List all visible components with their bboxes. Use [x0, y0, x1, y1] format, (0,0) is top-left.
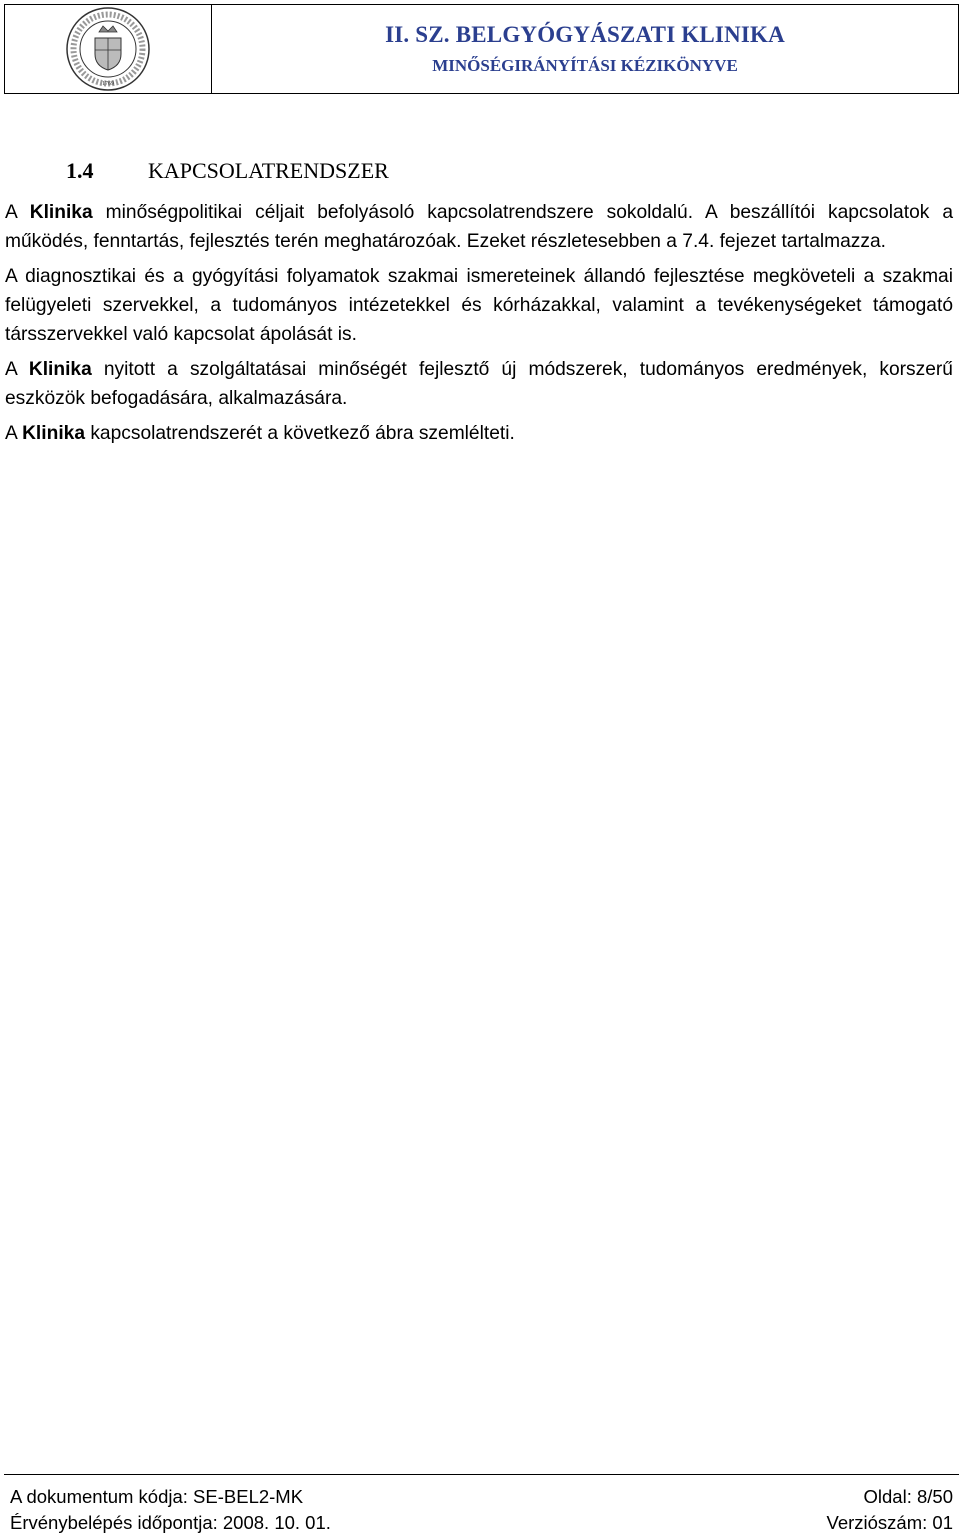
section-title: KAPCSOLATRENDSZER [148, 158, 389, 183]
paragraph-1 [5, 198, 953, 256]
header-title-cell [212, 5, 958, 93]
section-heading [66, 158, 389, 184]
footer-row-1 [4, 1484, 959, 1510]
university-seal-icon [65, 6, 151, 92]
page-header [4, 4, 959, 94]
document-code: A dokumentum kódja: SE-BEL2-MK [10, 1486, 304, 1507]
page-footer [4, 1474, 959, 1536]
paragraph-2: A diagnosztikai és a gyógyítási folyamatok szakmai ismereteinek állandó fejlesztése megköveteli a szakmai felügyeleti szervekkel, a tudományos intézetekkel és kórházakkal, valamint a tevékenységeket támogató társszervekkel való kapcsolat ápolását is. [5, 266, 953, 345]
footer-row-2 [4, 1510, 959, 1536]
paragraph-3-lead: A [5, 359, 29, 380]
paragraph-1-body: minőségpolitikai céljait befolyásoló kapcsolatrendszere sokoldalú. A beszállítói kapcsolatok a működés, fenntartás, fejlesztés terén meghatározóak. Ezeket részletesebben a 7.4. fejezet tartalmazza. [5, 202, 953, 252]
paragraph-4-lead: A [5, 423, 23, 444]
manual-name: MINŐSÉGIRÁNYÍTÁSI KÉZIKÖNYVE [432, 56, 738, 75]
version-number: Verziószám: 01 [826, 1512, 953, 1533]
paragraph-3 [5, 355, 953, 413]
clinic-name: II. SZ. BELGYÓGYÁSZATI KLINIKA [385, 22, 785, 47]
paragraph-3-body: nyitott a szolgáltatásai minőségét fejlesztő új módszerek, tudományos eredmények, korszerű eszközök befogadására, alkalmazására. [5, 359, 953, 409]
section-number: 1.4 [66, 158, 94, 183]
logo-cell [5, 5, 212, 93]
paragraph-4-body: kapcsolatrendszerét a következő ábra szemlélteti. [85, 423, 515, 444]
paragraph-4-bold: Klinika [22, 423, 85, 444]
paragraph-3-bold: Klinika [28, 359, 92, 380]
effective-date: Érvénybelépés időpontja: 2008. 10. 01. [10, 1512, 331, 1533]
paragraph-1-bold: Klinika [29, 202, 93, 223]
page-number: Oldal: 8/50 [863, 1486, 953, 1507]
paragraph-1-lead: A [5, 202, 30, 223]
section-content [5, 198, 953, 454]
paragraph-4 [5, 419, 953, 448]
svg-text:1769: 1769 [102, 81, 114, 87]
